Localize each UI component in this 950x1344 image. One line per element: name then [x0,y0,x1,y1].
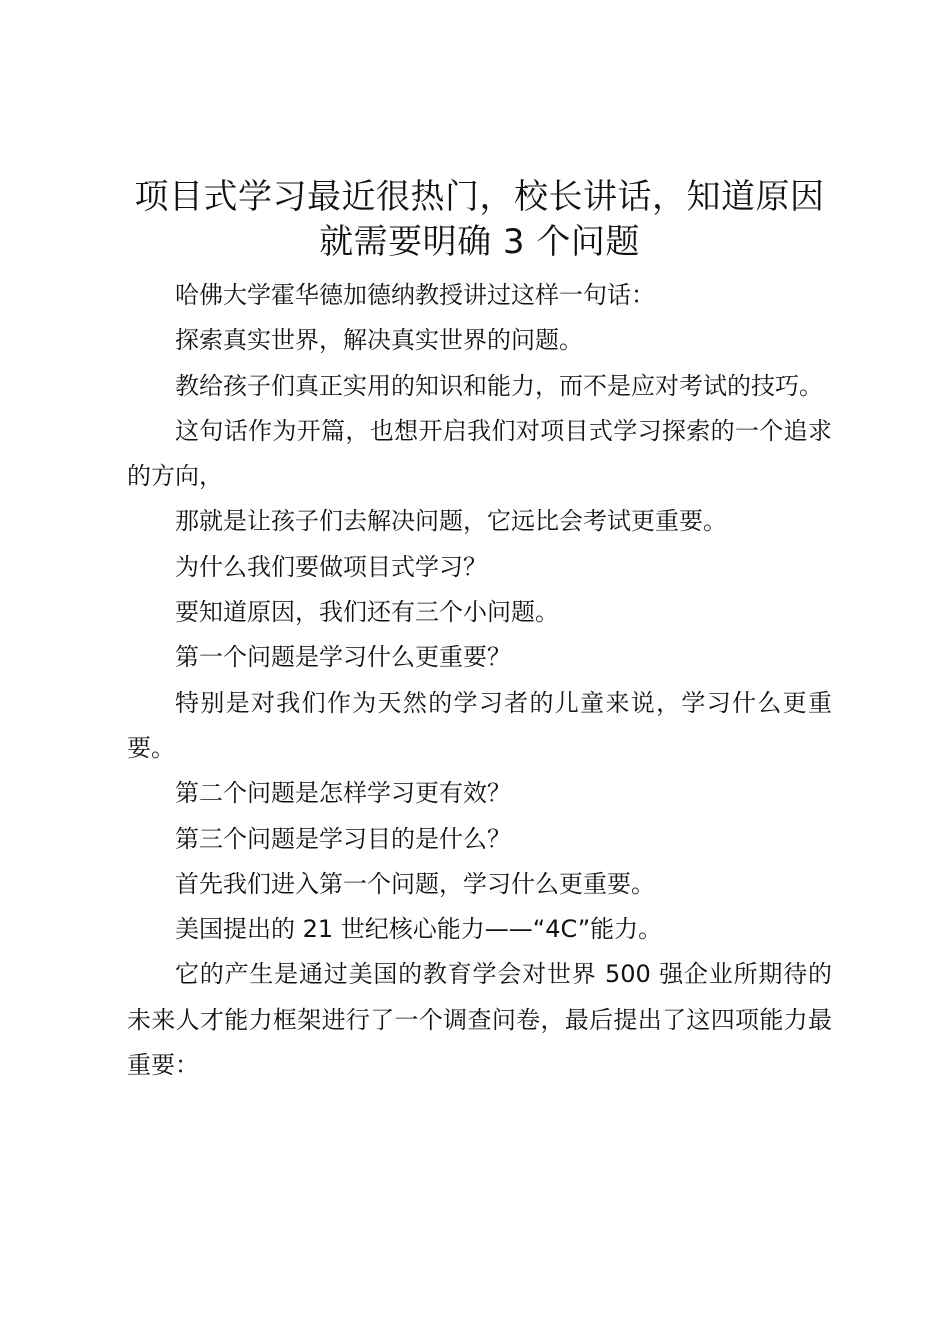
paragraph: 美国提出的 21 世纪核心能力——“4C”能力。 [175,915,663,944]
document-title: 项目式学习最近很热门，校长讲话，知道原因就需要明确 3 个问题 [134,177,825,262]
paragraph: 教给孩子们真正实用的知识和能力，而不是应对考试的技巧。 [175,371,823,400]
paragraph: 它的产生是通过美国的教育学会对世界 500 强企业所期待的未来人才能力框架进行了一个调查问卷，最后提出了这四项能力最重要： [127,960,832,1080]
paragraph: 哈佛大学霍华德加德纳教授讲过这样一句话： [175,281,655,309]
paragraph: 那就是让孩子们去解决问题，它远比会考试更重要。 [175,507,727,536]
document-page [127,175,832,1088]
paragraph: 要知道原因，我们还有三个小问题。 [175,598,559,627]
paragraph: 第三个问题是学习目的是什么？ [175,824,511,853]
paragraph: 特别是对我们作为天然的学习者的儿童来说，学习什么更重要。 [127,688,832,762]
paragraph: 探索真实世界，解决真实世界的问题。 [175,326,583,355]
paragraph: 第二个问题是怎样学习更有效？ [175,779,511,808]
paragraph: 为什么我们要做项目式学习？ [175,552,487,581]
paragraph: 这句话作为开篇，也想开启我们对项目式学习探索的一个追求的方向， [127,416,832,491]
paragraph: 首先我们进入第一个问题，学习什么更重要。 [175,869,655,898]
paragraph: 第一个问题是学习什么更重要？ [175,643,511,672]
